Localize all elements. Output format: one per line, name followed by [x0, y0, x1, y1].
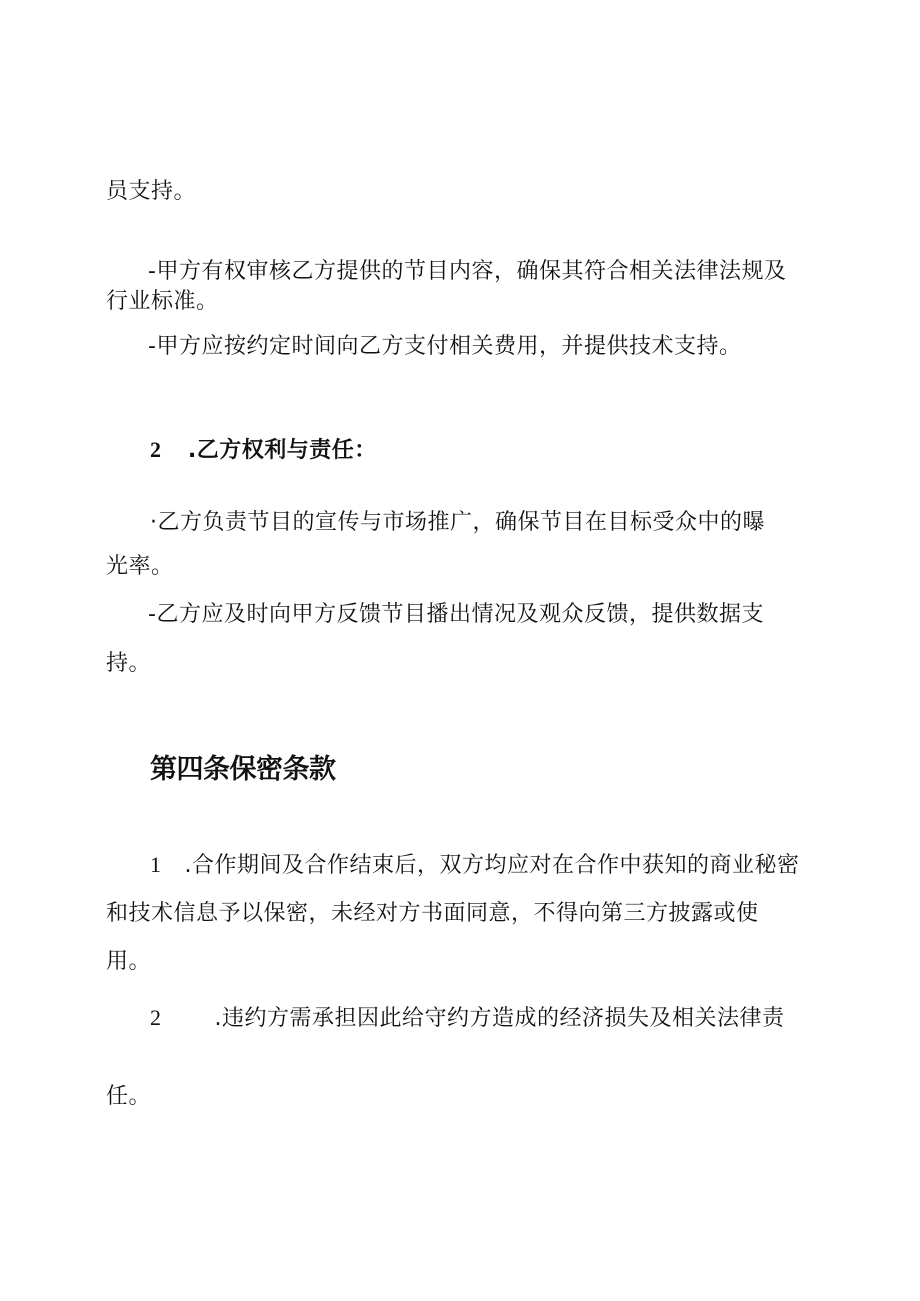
- clause-1-line-2: 和技术信息予以保密，未经对方书面同意，不得向第三方披露或使: [106, 901, 759, 926]
- party-a-item-1-line-2: 行业标准。: [106, 289, 219, 314]
- carry-over-text: 员支持。: [106, 179, 197, 204]
- party-b-item-1-line-1: ·乙方负责节目的宣传与市场推广，确保节目在目标受众中的曝: [150, 510, 765, 535]
- party-b-item-2-line-2: 持。: [106, 651, 152, 676]
- clause-2-text: .违约方需承担因此给守约方造成的经济损失及相关法律责: [214, 1006, 785, 1031]
- clause-1-line-3: 用。: [106, 949, 152, 974]
- clause-2-number: 2: [150, 1005, 162, 1030]
- clause-1-line-1: [150, 850, 800, 881]
- section-2-title: .乙方权利与责任：: [187, 438, 377, 463]
- clause-1-number: 1: [150, 852, 162, 877]
- section-2-heading: [150, 435, 377, 466]
- article-4-heading: 第四条保密条款: [150, 754, 336, 785]
- section-2-number: 2: [150, 437, 162, 462]
- clause-2-line-1: [150, 1003, 785, 1034]
- clause-2-line-2: 任。: [106, 1084, 152, 1109]
- party-a-item-1-line-1: -甲方有权审核乙方提供的节目内容，确保其符合相关法律法规及: [148, 259, 787, 284]
- clause-1-text: .合作期间及合作结束后，双方均应对在合作中获知的商业秘密: [184, 853, 800, 878]
- party-b-item-2-line-1: -乙方应及时向甲方反馈节目播出情况及观众反馈，提供数据支: [148, 602, 764, 627]
- party-a-item-2-line-1: -甲方应按约定时间向乙方支付相关费用，并提供技术支持。: [148, 334, 742, 359]
- party-b-item-1-line-2: 光率。: [106, 554, 174, 579]
